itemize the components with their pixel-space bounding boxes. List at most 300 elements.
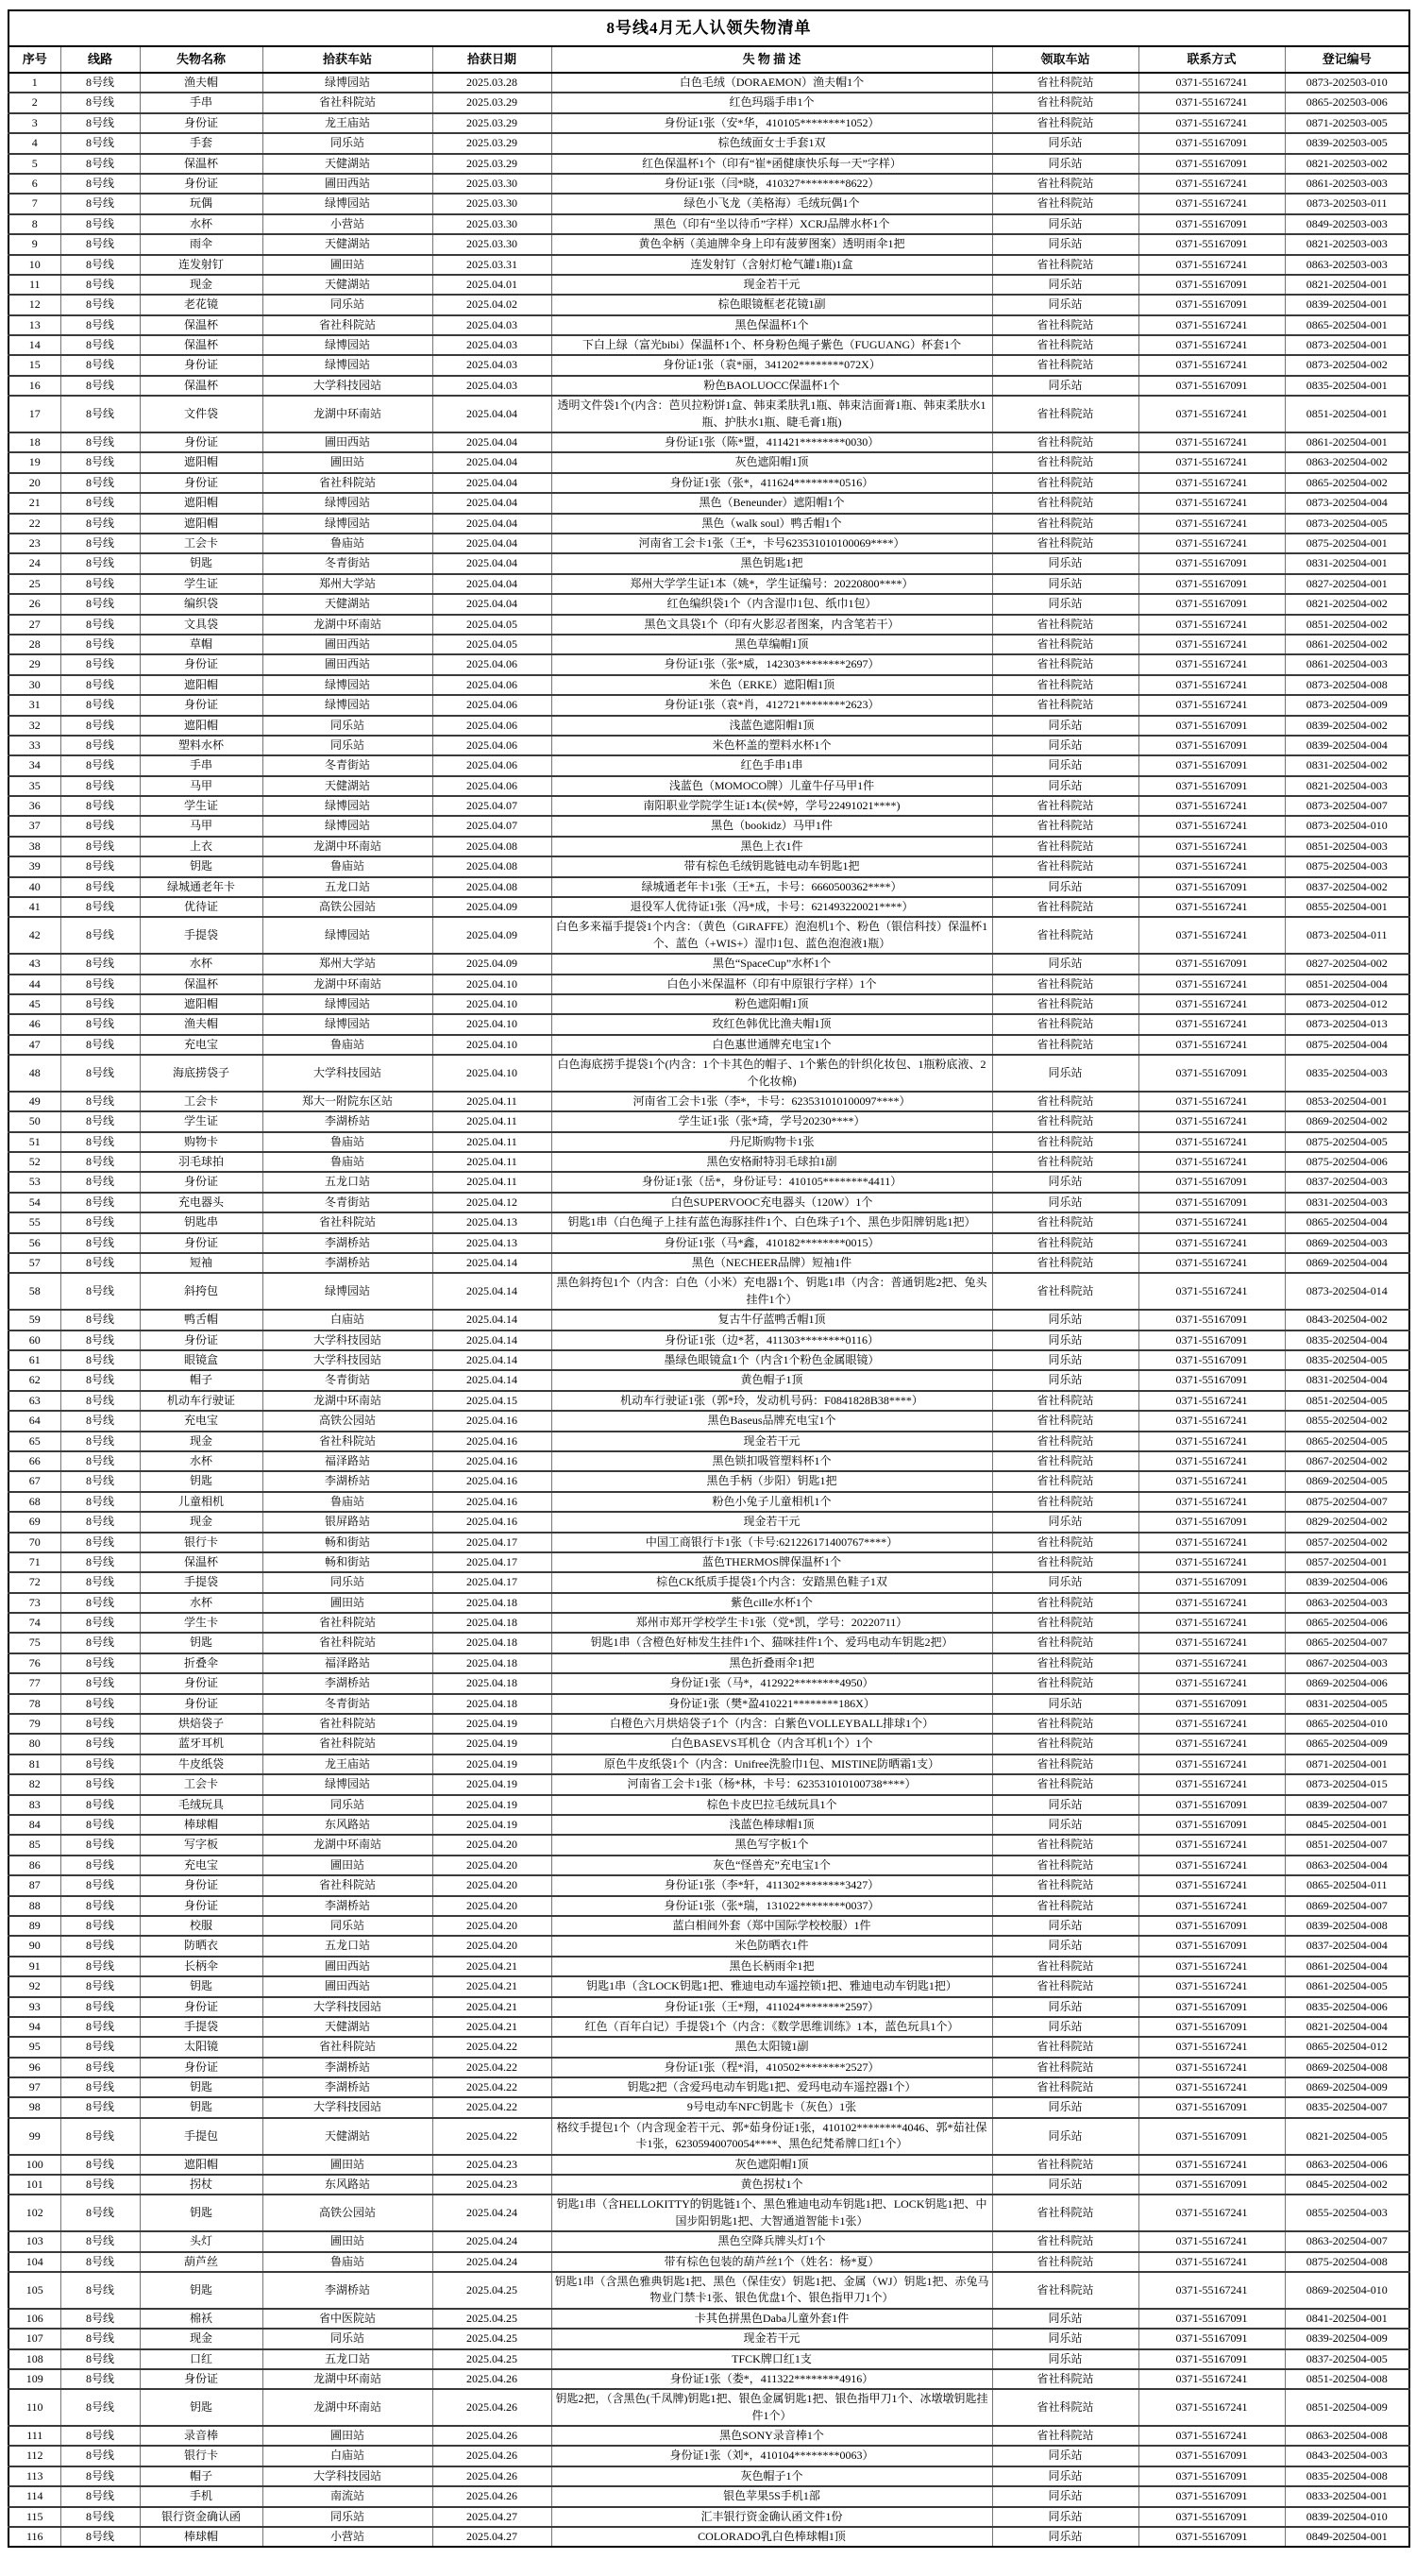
cell-found-station: 冬青街站 <box>262 1694 432 1714</box>
cell-pickup-station: 同乐站 <box>992 234 1138 254</box>
cell-found-date: 2025.04.07 <box>432 816 551 836</box>
cell-pickup-station: 同乐站 <box>992 2175 1138 2195</box>
cell-registration-no: 0837-202504-002 <box>1285 877 1409 897</box>
table-row <box>8 2369 1409 2389</box>
cell-found-station: 东风路站 <box>262 1815 432 1835</box>
cell-found-station: 圃田西站 <box>262 654 432 674</box>
table-row <box>8 1633 1409 1652</box>
cell-found-station: 天健湖站 <box>262 2118 432 2155</box>
cell-index: 57 <box>8 1253 60 1273</box>
cell-registration-no: 0829-202504-002 <box>1285 1512 1409 1532</box>
cell-item-name: 保温杯 <box>140 154 262 174</box>
cell-index: 111 <box>8 2426 60 2446</box>
cell-item-name: 身份证 <box>140 1694 262 1714</box>
table-row <box>8 1754 1409 1774</box>
cell-line: 8号线 <box>60 1673 140 1693</box>
cell-registration-no: 0821-202504-002 <box>1285 594 1409 614</box>
cell-index: 14 <box>8 335 60 355</box>
cell-registration-no: 0845-202504-002 <box>1285 2175 1409 2195</box>
cell-description: 黑色（NECHEER品牌）短袖1件 <box>551 1253 992 1273</box>
table-row <box>8 2058 1409 2077</box>
table-row <box>8 255 1409 275</box>
cell-line: 8号线 <box>60 1111 140 1131</box>
cell-index: 68 <box>8 1492 60 1512</box>
cell-item-name: 鸭舌帽 <box>140 1310 262 1330</box>
cell-found-date: 2025.04.16 <box>432 1432 551 1451</box>
cell-pickup-station: 省社科院站 <box>992 1593 1138 1613</box>
cell-index: 99 <box>8 2118 60 2155</box>
cell-item-name: 机动车行驶证 <box>140 1391 262 1411</box>
cell-index: 32 <box>8 716 60 736</box>
cell-found-date: 2025.04.06 <box>432 654 551 674</box>
cell-item-name: 马甲 <box>140 816 262 836</box>
cell-contact: 0371-55167091 <box>1138 234 1285 254</box>
cell-pickup-station: 省社科院站 <box>992 1451 1138 1471</box>
cell-contact: 0371-55167241 <box>1138 796 1285 816</box>
cell-registration-no: 0861-202504-003 <box>1285 654 1409 674</box>
cell-description: 身份证1张（岳*，身份证号：410105********4411） <box>551 1172 992 1192</box>
cell-contact: 0371-55167091 <box>1138 553 1285 573</box>
table-row <box>8 315 1409 335</box>
cell-registration-no: 0873-202504-013 <box>1285 1014 1409 1034</box>
cell-contact: 0371-55167241 <box>1138 1014 1285 1034</box>
cell-line: 8号线 <box>60 1815 140 1835</box>
cell-found-station: 省社科院站 <box>262 1432 432 1451</box>
cell-index: 56 <box>8 1233 60 1253</box>
table-row <box>8 675 1409 695</box>
cell-registration-no: 0855-202504-003 <box>1285 2195 1409 2231</box>
cell-found-station: 省社科院站 <box>262 315 432 335</box>
cell-found-date: 2025.04.22 <box>432 2077 551 2097</box>
cell-pickup-station: 省社科院站 <box>992 1976 1138 1996</box>
cell-contact: 0371-55167091 <box>1138 1936 1285 1956</box>
cell-contact: 0371-55167091 <box>1138 2017 1285 2037</box>
table-row <box>8 1653 1409 1673</box>
cell-found-date: 2025.04.06 <box>432 695 551 715</box>
table-row <box>8 1370 1409 1390</box>
table-row <box>8 635 1409 654</box>
cell-description: 钥匙2把，（含黑色(千凤牌)钥匙1把、银色金属钥匙1把、银色指甲刀1个、冰墩墩钥匙挂件1个） <box>551 2389 992 2426</box>
cell-registration-no: 0821-202504-003 <box>1285 776 1409 796</box>
cell-contact: 0371-55167241 <box>1138 816 1285 836</box>
cell-found-station: 李湖桥站 <box>262 1253 432 1273</box>
table-row <box>8 355 1409 375</box>
cell-description: 黑色（印有“坐以待币”字样）XCRJ品牌水杯1个 <box>551 214 992 234</box>
cell-index: 63 <box>8 1391 60 1411</box>
cell-found-date: 2025.04.16 <box>432 1492 551 1512</box>
cell-registration-no: 0875-202504-007 <box>1285 1492 1409 1512</box>
cell-line: 8号线 <box>60 2017 140 2037</box>
cell-found-date: 2025.04.22 <box>432 2037 551 2057</box>
cell-found-station: 鲁庙站 <box>262 856 432 876</box>
cell-item-name: 水杯 <box>140 954 262 974</box>
cell-found-date: 2025.04.21 <box>432 2017 551 2037</box>
cell-contact: 0371-55167241 <box>1138 113 1285 133</box>
cell-description: 现金若干元 <box>551 275 992 295</box>
table-row <box>8 514 1409 534</box>
cell-pickup-station: 省社科院站 <box>992 452 1138 472</box>
cell-description: 灰色“怪兽充”充电宝1个 <box>551 1856 992 1875</box>
column-header-item-name: 失物名称 <box>140 46 262 73</box>
cell-found-date: 2025.04.03 <box>432 355 551 375</box>
cell-item-name: 马甲 <box>140 776 262 796</box>
cell-pickup-station: 省社科院站 <box>992 2369 1138 2389</box>
cell-line: 8号线 <box>60 553 140 573</box>
cell-description: 黑色（bookidz）马甲1件 <box>551 816 992 836</box>
cell-pickup-station: 同乐站 <box>992 1916 1138 1936</box>
cell-description: 黑色SONY录音棒1个 <box>551 2426 992 2446</box>
cell-found-date: 2025.04.19 <box>432 1714 551 1734</box>
cell-pickup-station: 同乐站 <box>992 877 1138 897</box>
cell-registration-no: 0821-202504-005 <box>1285 2118 1409 2155</box>
cell-description: 银色苹果5S手机1部 <box>551 2486 992 2506</box>
cell-found-station: 李湖桥站 <box>262 1673 432 1693</box>
cell-line: 8号线 <box>60 1273 140 1310</box>
table-row <box>8 1492 1409 1512</box>
cell-found-date: 2025.04.05 <box>432 615 551 635</box>
cell-registration-no: 0851-202504-001 <box>1285 396 1409 432</box>
cell-index: 65 <box>8 1432 60 1451</box>
cell-line: 8号线 <box>60 1212 140 1232</box>
cell-pickup-station: 省社科院站 <box>992 1111 1138 1131</box>
cell-found-date: 2025.04.04 <box>432 493 551 513</box>
cell-item-name: 斜挎包 <box>140 1273 262 1310</box>
cell-found-date: 2025.04.03 <box>432 315 551 335</box>
cell-found-station: 郑州大学站 <box>262 574 432 594</box>
cell-item-name: 遮阳帽 <box>140 514 262 534</box>
cell-index: 3 <box>8 113 60 133</box>
table-row <box>8 154 1409 174</box>
cell-line: 8号线 <box>60 2369 140 2389</box>
cell-item-name: 购物卡 <box>140 1132 262 1152</box>
cell-item-name: 棒球帽 <box>140 1815 262 1835</box>
cell-registration-no: 0863-202503-003 <box>1285 255 1409 275</box>
cell-contact: 0371-55167241 <box>1138 1957 1285 1976</box>
cell-pickup-station: 同乐站 <box>992 736 1138 755</box>
cell-index: 45 <box>8 994 60 1014</box>
cell-description: 黑色钥匙1把 <box>551 553 992 573</box>
cell-registration-no: 0875-202504-001 <box>1285 534 1409 553</box>
cell-contact: 0371-55167091 <box>1138 1572 1285 1592</box>
cell-found-station: 省社科院站 <box>262 2037 432 2057</box>
cell-found-date: 2025.04.26 <box>432 2369 551 2389</box>
table-row <box>8 1613 1409 1633</box>
cell-pickup-station: 省社科院站 <box>992 654 1138 674</box>
cell-pickup-station: 省社科院站 <box>992 255 1138 275</box>
cell-contact: 0371-55167091 <box>1138 1330 1285 1350</box>
cell-registration-no: 0873-202504-012 <box>1285 994 1409 1014</box>
cell-index: 55 <box>8 1212 60 1232</box>
cell-line: 8号线 <box>60 716 140 736</box>
cell-pickup-station: 省社科院站 <box>992 1233 1138 1253</box>
cell-registration-no: 0875-202504-005 <box>1285 1132 1409 1152</box>
cell-registration-no: 0837-202504-004 <box>1285 1936 1409 1956</box>
cell-found-date: 2025.04.07 <box>432 796 551 816</box>
cell-found-date: 2025.04.16 <box>432 1451 551 1471</box>
cell-pickup-station: 同乐站 <box>992 1172 1138 1192</box>
cell-index: 102 <box>8 2195 60 2231</box>
cell-contact: 0371-55167241 <box>1138 1212 1285 1232</box>
cell-found-station: 五龙口站 <box>262 877 432 897</box>
cell-item-name: 现金 <box>140 275 262 295</box>
cell-pickup-station: 省社科院站 <box>992 73 1138 93</box>
cell-pickup-station: 省社科院站 <box>992 1754 1138 1774</box>
cell-pickup-station: 省社科院站 <box>992 2058 1138 2077</box>
cell-contact: 0371-55167091 <box>1138 2446 1285 2466</box>
cell-found-station: 圃田站 <box>262 255 432 275</box>
cell-registration-no: 0865-202504-001 <box>1285 315 1409 335</box>
table-row <box>8 2118 1409 2155</box>
cell-registration-no: 0873-202504-005 <box>1285 514 1409 534</box>
cell-description: 现金若干元 <box>551 2329 992 2348</box>
cell-line: 8号线 <box>60 2118 140 2155</box>
cell-index: 87 <box>8 1875 60 1895</box>
cell-found-station: 李湖桥站 <box>262 2272 432 2309</box>
cell-registration-no: 0873-202504-007 <box>1285 796 1409 816</box>
cell-pickup-station: 省社科院站 <box>992 1152 1138 1172</box>
cell-found-station: 李湖桥站 <box>262 1896 432 1916</box>
cell-line: 8号线 <box>60 1092 140 1111</box>
cell-found-station: 绿博园站 <box>262 1774 432 1794</box>
table-row <box>8 1253 1409 1273</box>
cell-registration-no: 0839-202504-004 <box>1285 736 1409 755</box>
cell-item-name: 渔夫帽 <box>140 1014 262 1034</box>
cell-registration-no: 0869-202504-008 <box>1285 2058 1409 2077</box>
cell-registration-no: 0865-202504-009 <box>1285 1734 1409 1754</box>
cell-contact: 0371-55167241 <box>1138 2058 1285 2077</box>
table-header-row <box>8 46 1409 73</box>
cell-description: 现金若干元 <box>551 1432 992 1451</box>
cell-pickup-station: 省社科院站 <box>992 1014 1138 1034</box>
cell-pickup-station: 省社科院站 <box>992 315 1138 335</box>
cell-line: 8号线 <box>60 1856 140 1875</box>
cell-item-name: 文具袋 <box>140 615 262 635</box>
cell-line: 8号线 <box>60 615 140 635</box>
cell-description: 红色编织袋1个（内含湿巾1包、纸巾1包） <box>551 594 992 614</box>
cell-registration-no: 0835-202504-004 <box>1285 1330 1409 1350</box>
cell-index: 38 <box>8 837 60 856</box>
cell-registration-no: 0873-202504-001 <box>1285 335 1409 355</box>
cell-item-name: 短袖 <box>140 1253 262 1273</box>
cell-contact: 0371-55167091 <box>1138 2349 1285 2369</box>
cell-description: 河南省工会卡1张（李*，卡号：623531010100097****） <box>551 1092 992 1111</box>
cell-index: 44 <box>8 974 60 994</box>
cell-found-date: 2025.04.14 <box>432 1350 551 1370</box>
cell-contact: 0371-55167241 <box>1138 635 1285 654</box>
cell-index: 73 <box>8 1593 60 1613</box>
cell-pickup-station: 省社科院站 <box>992 974 1138 994</box>
cell-found-date: 2025.04.23 <box>432 2175 551 2195</box>
cell-line: 8号线 <box>60 994 140 1014</box>
cell-line: 8号线 <box>60 133 140 153</box>
table-row <box>8 1512 1409 1532</box>
cell-contact: 0371-55167091 <box>1138 1694 1285 1714</box>
cell-description: 卡其色拼黑色Daba儿童外套1件 <box>551 2309 992 2329</box>
cell-registration-no: 0875-202504-004 <box>1285 1035 1409 1055</box>
table-row <box>8 396 1409 432</box>
cell-index: 116 <box>8 2527 60 2547</box>
cell-found-date: 2025.04.22 <box>432 2058 551 2077</box>
cell-pickup-station: 省社科院站 <box>992 396 1138 432</box>
cell-description: 9号电动车NFC钥匙卡（灰色）1张 <box>551 2097 992 2117</box>
cell-contact: 0371-55167241 <box>1138 1035 1285 1055</box>
cell-contact: 0371-55167241 <box>1138 1734 1285 1754</box>
cell-found-date: 2025.04.12 <box>432 1193 551 1212</box>
cell-registration-no: 0835-202504-005 <box>1285 1350 1409 1370</box>
cell-pickup-station: 省社科院站 <box>992 432 1138 452</box>
cell-index: 26 <box>8 594 60 614</box>
cell-found-date: 2025.04.05 <box>432 635 551 654</box>
cell-index: 47 <box>8 1035 60 1055</box>
table-row <box>8 897 1409 917</box>
cell-index: 108 <box>8 2349 60 2369</box>
cell-item-name: 现金 <box>140 2329 262 2348</box>
table-row <box>8 1111 1409 1131</box>
cell-registration-no: 0869-202504-005 <box>1285 1471 1409 1491</box>
cell-description: 身份证1张（陈*盟，411421********0030） <box>551 432 992 452</box>
cell-found-date: 2025.04.10 <box>432 974 551 994</box>
cell-contact: 0371-55167091 <box>1138 2118 1285 2155</box>
table-row <box>8 1593 1409 1613</box>
table-row <box>8 2195 1409 2231</box>
cell-item-name: 连发射钉 <box>140 255 262 275</box>
cell-line: 8号线 <box>60 1253 140 1273</box>
cell-contact: 0371-55167241 <box>1138 355 1285 375</box>
cell-item-name: 上衣 <box>140 837 262 856</box>
cell-found-date: 2025.04.13 <box>432 1233 551 1253</box>
table-row <box>8 335 1409 355</box>
cell-item-name: 棒球帽 <box>140 2527 262 2547</box>
table-row <box>8 1233 1409 1253</box>
cell-registration-no: 0835-202504-008 <box>1285 2466 1409 2486</box>
cell-index: 100 <box>8 2155 60 2175</box>
table-row <box>8 1976 1409 1996</box>
cell-found-date: 2025.04.14 <box>432 1273 551 1310</box>
cell-item-name: 工会卡 <box>140 1774 262 1794</box>
cell-description: 黑色“SpaceCup”水杯1个 <box>551 954 992 974</box>
cell-found-station: 冬青街站 <box>262 755 432 775</box>
cell-index: 9 <box>8 234 60 254</box>
cell-contact: 0371-55167241 <box>1138 1411 1285 1431</box>
cell-found-station: 省社科院站 <box>262 1875 432 1895</box>
cell-found-station: 天健湖站 <box>262 154 432 174</box>
cell-line: 8号线 <box>60 1310 140 1330</box>
cell-contact: 0371-55167091 <box>1138 1815 1285 1835</box>
cell-description: 透明文件袋1个(内含：芭贝拉粉饼1盒、韩束柔肤乳1瓶、韩束洁面膏1瓶、韩束柔肤水1瓶、护肤水1瓶、睫毛膏1瓶) <box>551 396 992 432</box>
cell-pickup-station: 省社科院站 <box>992 1253 1138 1273</box>
cell-index: 67 <box>8 1471 60 1491</box>
cell-index: 39 <box>8 856 60 876</box>
cell-line: 8号线 <box>60 1593 140 1613</box>
table-row <box>8 295 1409 314</box>
cell-found-station: 鲁庙站 <box>262 2252 432 2272</box>
table-row <box>8 534 1409 553</box>
cell-found-station: 同乐站 <box>262 716 432 736</box>
cell-description: 汇丰银行资金确认函文件1份 <box>551 2507 992 2527</box>
cell-line: 8号线 <box>60 1916 140 1936</box>
cell-found-date: 2025.03.29 <box>432 154 551 174</box>
cell-found-date: 2025.04.26 <box>432 2426 551 2446</box>
cell-found-station: 白庙站 <box>262 1310 432 1330</box>
cell-pickup-station: 省社科院站 <box>992 1492 1138 1512</box>
cell-found-station: 李湖桥站 <box>262 2058 432 2077</box>
cell-index: 103 <box>8 2231 60 2251</box>
column-header-pickup-station: 领取车站 <box>992 46 1138 73</box>
cell-line: 8号线 <box>60 1572 140 1592</box>
cell-found-station: 圃田站 <box>262 1593 432 1613</box>
cell-found-station: 绿博园站 <box>262 917 432 954</box>
cell-item-name: 老花镜 <box>140 295 262 314</box>
cell-item-name: 保温杯 <box>140 1552 262 1572</box>
cell-item-name: 录音棒 <box>140 2426 262 2446</box>
cell-pickup-station: 省社科院站 <box>992 2272 1138 2309</box>
cell-item-name: 银行资金确认函 <box>140 2507 262 2527</box>
cell-pickup-station: 同乐站 <box>992 1997 1138 2017</box>
cell-index: 85 <box>8 1835 60 1855</box>
cell-description: 白色海底捞手提袋1个(内含：1个卡其色的帽子、1个紫色的针织化妆包、1瓶粉底液、2个化妆棉) <box>551 1055 992 1092</box>
cell-line: 8号线 <box>60 1936 140 1956</box>
cell-pickup-station: 省社科院站 <box>992 174 1138 194</box>
cell-line: 8号线 <box>60 2349 140 2369</box>
table-row <box>8 1411 1409 1431</box>
table-row <box>8 1714 1409 1734</box>
cell-contact: 0371-55167241 <box>1138 1471 1285 1491</box>
cell-line: 8号线 <box>60 755 140 775</box>
cell-registration-no: 0875-202504-003 <box>1285 856 1409 876</box>
cell-index: 18 <box>8 432 60 452</box>
cell-contact: 0371-55167241 <box>1138 654 1285 674</box>
cell-item-name: 身份证 <box>140 2369 262 2389</box>
cell-registration-no: 0865-202504-011 <box>1285 1875 1409 1895</box>
cell-item-name: 手机 <box>140 2486 262 2506</box>
cell-pickup-station: 同乐站 <box>992 275 1138 295</box>
cell-found-station: 省社科院站 <box>262 1633 432 1652</box>
cell-item-name: 学生证 <box>140 574 262 594</box>
cell-found-date: 2025.03.30 <box>432 174 551 194</box>
cell-line: 8号线 <box>60 1653 140 1673</box>
cell-line: 8号线 <box>60 1172 140 1192</box>
cell-item-name: 手提包 <box>140 2118 262 2155</box>
cell-description: 南阳职业学院学生证1本(侯*婷，学号22491021****) <box>551 796 992 816</box>
table-row <box>8 1310 1409 1330</box>
cell-found-date: 2025.04.21 <box>432 1957 551 1976</box>
table-row <box>8 2389 1409 2426</box>
cell-pickup-station: 省社科院站 <box>992 2037 1138 2057</box>
cell-registration-no: 0831-202504-004 <box>1285 1370 1409 1390</box>
cell-contact: 0371-55167091 <box>1138 376 1285 396</box>
cell-contact: 0371-55167241 <box>1138 73 1285 93</box>
cell-description: 郑州大学学生证1本（姚*，学生证编号：20220800****） <box>551 574 992 594</box>
cell-pickup-station: 同乐站 <box>992 1330 1138 1350</box>
cell-pickup-station: 省社科院站 <box>992 1774 1138 1794</box>
cell-item-name: 手提袋 <box>140 1572 262 1592</box>
cell-found-station: 省社科院站 <box>262 1734 432 1754</box>
table-row <box>8 1350 1409 1370</box>
cell-index: 19 <box>8 452 60 472</box>
cell-found-station: 圃田西站 <box>262 1957 432 1976</box>
cell-description: 玫红色韩优比渔夫帽1顶 <box>551 1014 992 1034</box>
cell-index: 92 <box>8 1976 60 1996</box>
cell-found-date: 2025.04.10 <box>432 1035 551 1055</box>
cell-found-station: 畅和街站 <box>262 1533 432 1552</box>
cell-item-name: 工会卡 <box>140 534 262 553</box>
cell-description: 黑色写字板1个 <box>551 1835 992 1855</box>
cell-description: 蓝色THERMOS牌保温杯1个 <box>551 1552 992 1572</box>
cell-index: 27 <box>8 615 60 635</box>
cell-line: 8号线 <box>60 534 140 553</box>
cell-pickup-station: 同乐站 <box>992 2486 1138 2506</box>
cell-found-date: 2025.04.09 <box>432 917 551 954</box>
